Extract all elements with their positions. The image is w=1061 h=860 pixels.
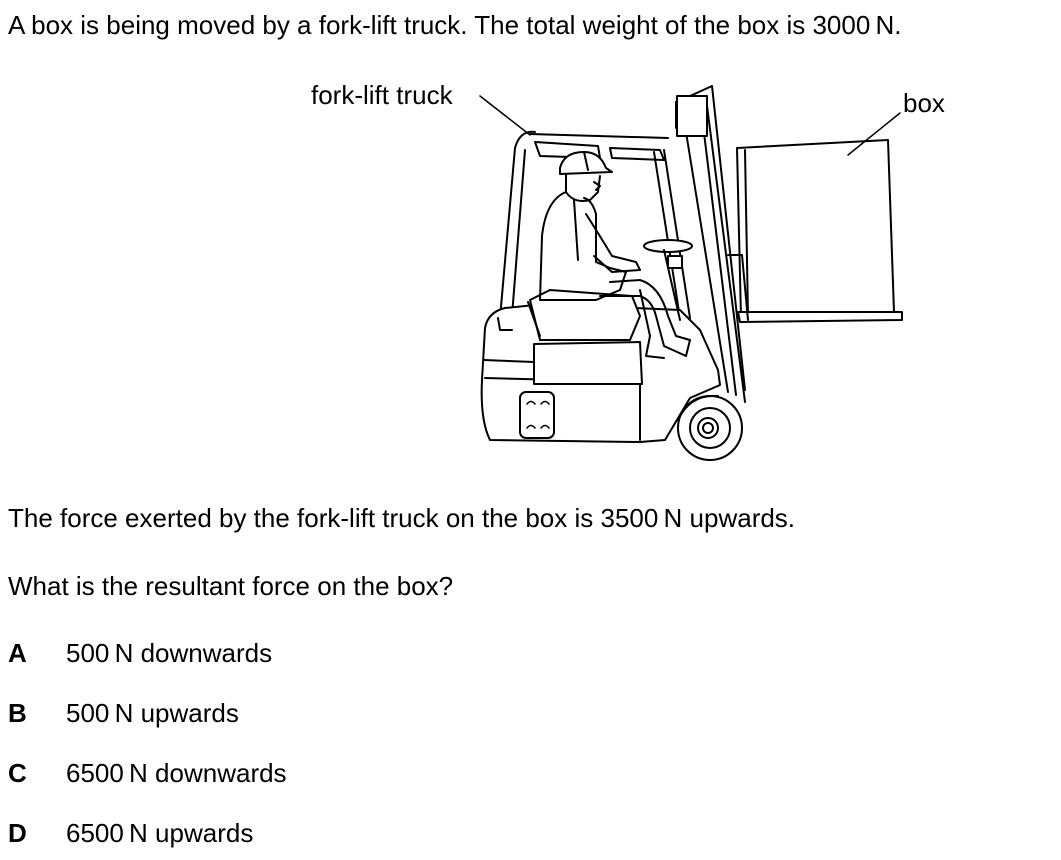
option-letter: C — [8, 758, 27, 788]
option-text: 6500 N upwards — [66, 818, 254, 848]
question-intro: A box is being moved by a fork-lift truck. The total weight of the box is 3000 N. — [8, 10, 902, 40]
option-letter: B — [8, 698, 27, 728]
forklift-illustration — [300, 75, 920, 470]
option-letter: D — [8, 818, 27, 848]
option-text: 6500 N downwards — [66, 758, 287, 788]
option-text: 500 N downwards — [66, 638, 273, 668]
question-prompt: What is the resultant force on the box? — [8, 571, 454, 601]
label-fork-lift-truck: fork-lift truck — [311, 80, 453, 110]
seat — [528, 290, 640, 340]
label-box: box — [903, 88, 945, 118]
option-letter: A — [8, 638, 27, 668]
front-wheel — [678, 396, 742, 460]
force-statement: The force exerted by the fork-lift truck on the box is 3500 N upwards. — [8, 503, 796, 533]
truck-leader-line — [480, 96, 530, 135]
box-shape — [737, 140, 894, 318]
option-text: 500 N upwards — [66, 698, 239, 728]
